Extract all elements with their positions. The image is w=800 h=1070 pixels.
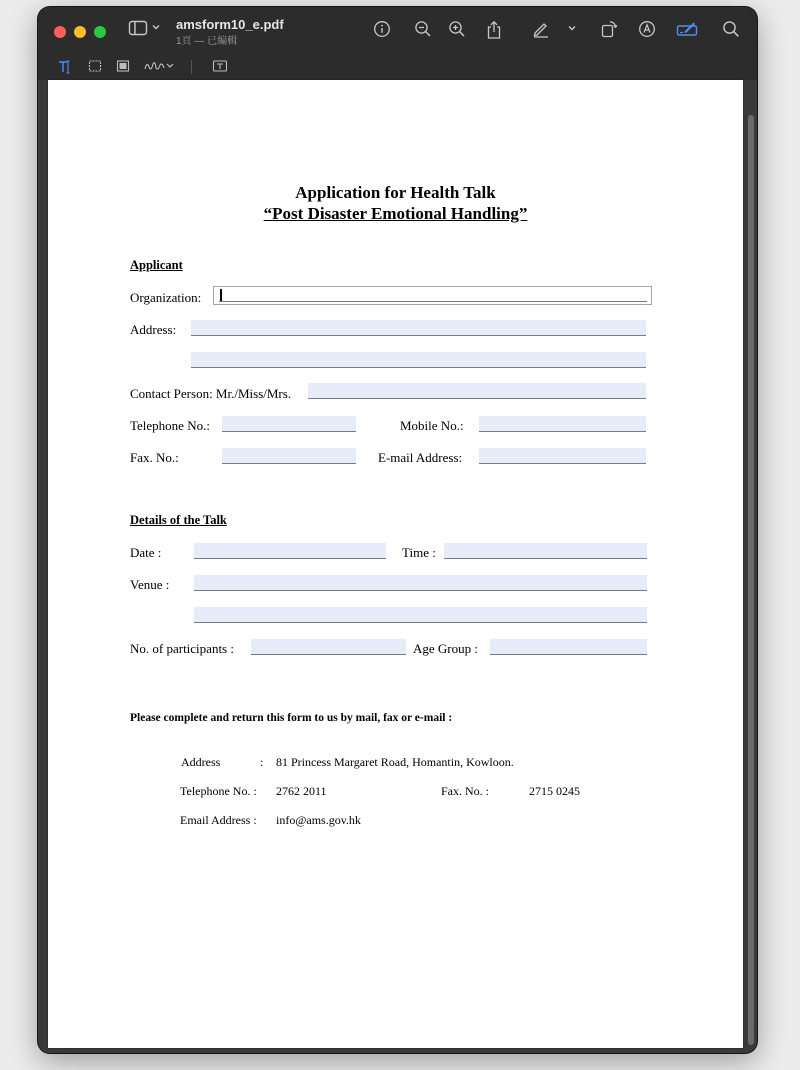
form-title: Application for Health Talk bbox=[295, 183, 496, 202]
fax-field[interactable] bbox=[222, 448, 356, 464]
email-field[interactable] bbox=[479, 448, 646, 464]
address-line2-field[interactable] bbox=[191, 352, 646, 368]
rotate-icon[interactable] bbox=[600, 20, 618, 38]
organization-underline bbox=[219, 301, 647, 302]
text-box-icon[interactable] bbox=[212, 59, 228, 73]
time-field[interactable] bbox=[444, 543, 647, 559]
details-heading: Details of the Talk bbox=[130, 513, 227, 527]
close-window-button[interactable] bbox=[54, 26, 66, 38]
contact-address-value: 81 Princess Margaret Road, Homantin, Kowloon. bbox=[276, 755, 514, 769]
pen-options-chevron-icon[interactable] bbox=[567, 23, 577, 33]
zoom-in-icon[interactable] bbox=[448, 20, 466, 38]
document-view[interactable] bbox=[38, 80, 757, 1053]
fax-label: Fax. No.: bbox=[130, 450, 179, 465]
toolbar-divider bbox=[191, 60, 192, 74]
contact-address-label: Address bbox=[181, 755, 221, 769]
address-line1-field[interactable] bbox=[191, 320, 646, 336]
email-label: E-mail Address: bbox=[378, 450, 463, 465]
time-label: Time : bbox=[402, 545, 436, 560]
share-icon[interactable] bbox=[485, 20, 503, 40]
contact-telephone-label: Telephone No. : bbox=[180, 784, 257, 798]
redact-icon[interactable] bbox=[116, 59, 130, 73]
venue-label: Venue : bbox=[130, 577, 170, 592]
return-instructions: Please complete and return this form to us by mail, fax or e-mail : bbox=[130, 712, 453, 724]
chevron-down-icon[interactable] bbox=[151, 22, 161, 32]
venue-line1-field[interactable] bbox=[194, 575, 647, 591]
contact-fax-label: Fax. No. : bbox=[441, 784, 489, 798]
preview-window bbox=[38, 7, 757, 1053]
organization-label: Organization: bbox=[130, 290, 202, 305]
form-fill-icon[interactable] bbox=[676, 20, 698, 38]
document-status: 1頁 — 已編輯 bbox=[176, 36, 238, 47]
age-group-field[interactable] bbox=[490, 639, 647, 655]
mobile-field[interactable] bbox=[479, 416, 646, 432]
search-icon[interactable] bbox=[722, 20, 740, 38]
applicant-heading: Applicant bbox=[130, 258, 183, 272]
title-bar bbox=[38, 7, 757, 55]
contact-email-label: Email Address : bbox=[180, 813, 257, 827]
pen-icon[interactable] bbox=[532, 20, 550, 38]
telephone-label: Telephone No.: bbox=[130, 418, 210, 433]
date-label: Date : bbox=[130, 545, 162, 560]
rectangular-selection-icon[interactable] bbox=[88, 59, 102, 73]
participants-field[interactable] bbox=[251, 639, 406, 655]
contact-person-label: Contact Person: Mr./Miss/Mrs. bbox=[130, 386, 292, 401]
age-group-label: Age Group : bbox=[413, 641, 478, 656]
mobile-label: Mobile No.: bbox=[400, 418, 464, 433]
contact-person-field[interactable] bbox=[308, 383, 646, 399]
pdf-page bbox=[48, 80, 743, 1048]
contact-address-colon: : bbox=[260, 755, 264, 769]
form-subtitle: “Post Disaster Emotional Handling” bbox=[263, 204, 528, 223]
sketch-icon[interactable] bbox=[144, 59, 174, 73]
document-title: amsform10_e.pdf bbox=[176, 17, 284, 32]
contact-email-value: info@ams.gov.hk bbox=[276, 813, 361, 827]
telephone-field[interactable] bbox=[222, 416, 356, 432]
markup-icon[interactable] bbox=[638, 20, 656, 38]
zoom-window-button[interactable] bbox=[94, 26, 106, 38]
sidebar-icon[interactable] bbox=[128, 20, 148, 36]
zoom-out-icon[interactable] bbox=[414, 20, 432, 38]
markup-toolbar bbox=[38, 55, 757, 81]
text-selection-icon[interactable] bbox=[57, 59, 71, 75]
venue-line2-field[interactable] bbox=[194, 607, 647, 623]
vertical-scrollbar[interactable] bbox=[748, 115, 754, 1045]
info-icon[interactable] bbox=[373, 20, 391, 38]
contact-telephone-value: 2762 2011 bbox=[276, 784, 327, 798]
participants-label: No. of participants : bbox=[130, 641, 234, 656]
date-field[interactable] bbox=[194, 543, 386, 559]
minimize-window-button[interactable] bbox=[74, 26, 86, 38]
organization-field[interactable] bbox=[213, 286, 652, 305]
contact-fax-value: 2715 0245 bbox=[529, 784, 580, 798]
address-label: Address: bbox=[130, 322, 177, 337]
